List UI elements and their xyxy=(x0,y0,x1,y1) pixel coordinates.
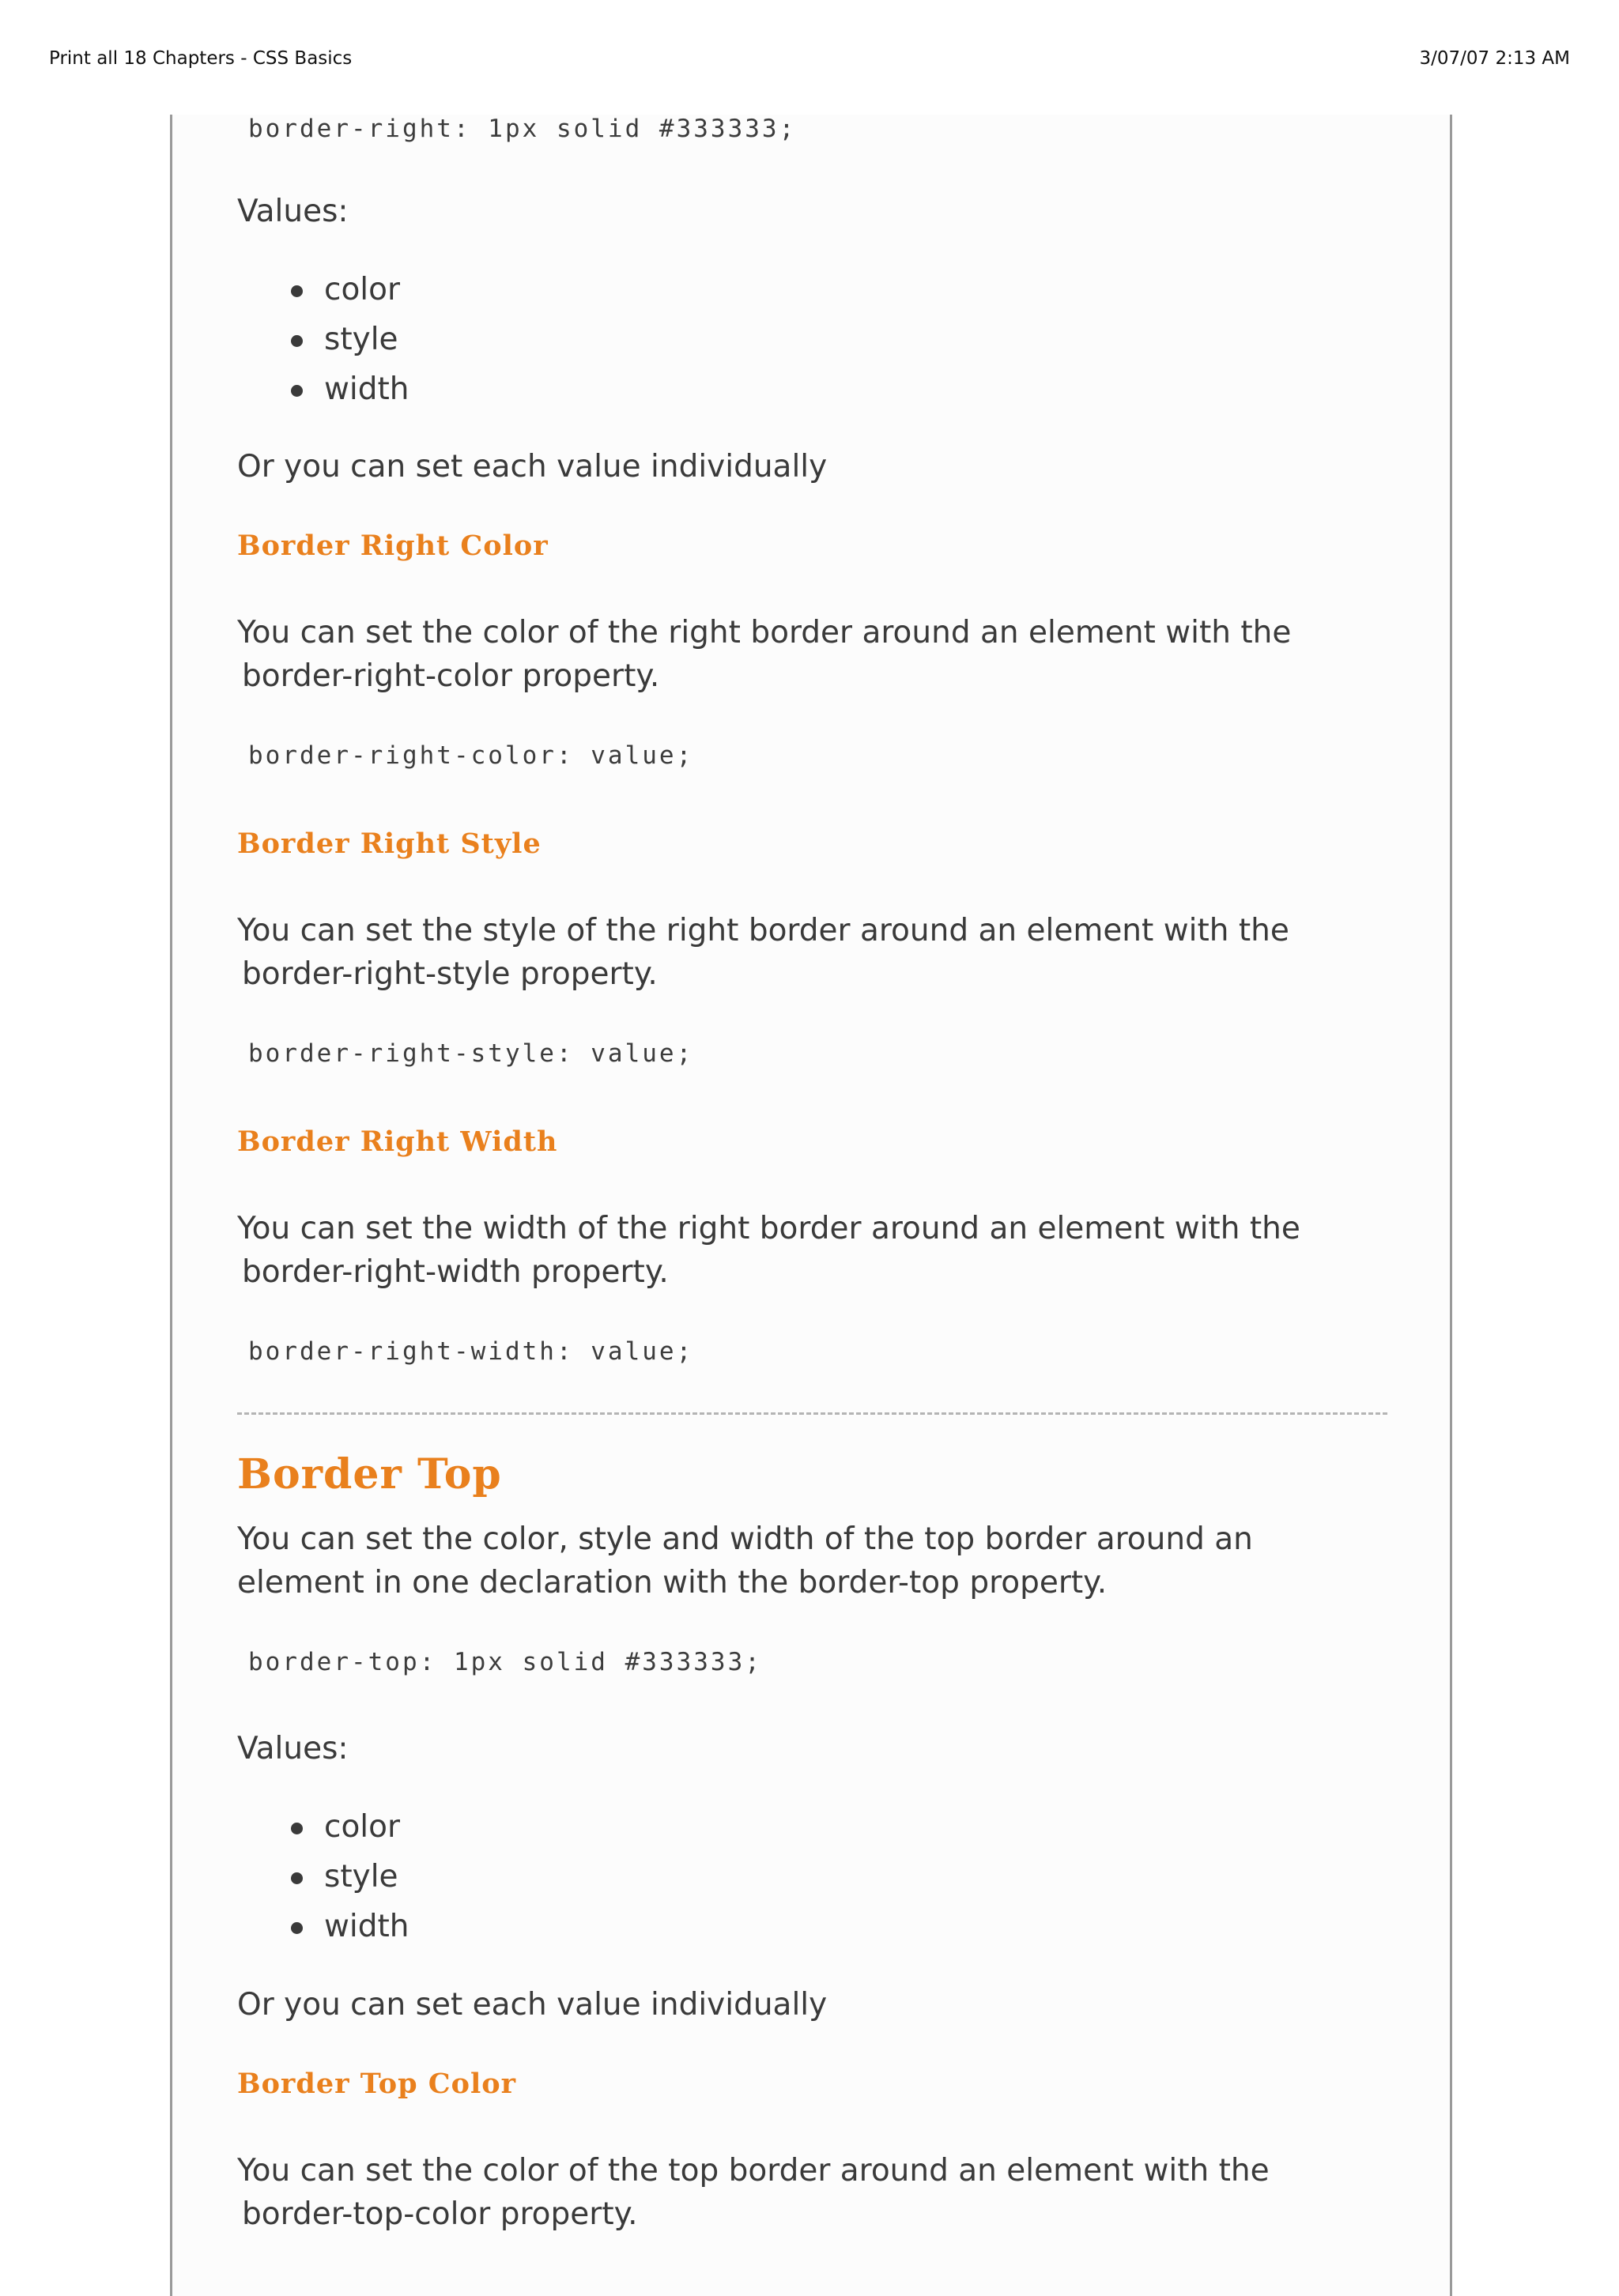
border-top-heading: Border Top xyxy=(237,1450,502,1499)
border-right-values-list xyxy=(237,265,711,414)
print-page-title: Print all 18 Chapters - CSS Basics xyxy=(49,48,353,69)
property-line xyxy=(242,654,1399,698)
list-item: color xyxy=(237,265,711,315)
border-right-style-heading: Border Right Style xyxy=(237,828,542,860)
property-name: border-right-style xyxy=(242,956,511,992)
property-suffix: property. xyxy=(522,658,660,694)
property-name: border-top xyxy=(798,1565,960,1600)
intro-text: element in one declaration with the xyxy=(237,1565,789,1600)
property-name: border-right-color xyxy=(242,658,513,694)
content-column xyxy=(170,115,1452,2296)
border-right-width-description xyxy=(237,1207,1399,1294)
individually-text: Or you can set each value individually xyxy=(237,1987,828,2023)
print-header xyxy=(0,0,1619,111)
border-right-width-code: border-right-width: value; xyxy=(248,1337,694,1366)
border-right-color-heading: Border Right Color xyxy=(237,530,549,562)
values-label: Values: xyxy=(237,194,349,229)
border-right-color-code: border-right-color: value; xyxy=(248,741,694,770)
property-line xyxy=(242,952,1399,996)
border-right-color-description xyxy=(237,611,1399,698)
border-right-shorthand-code: border-right: 1px solid #333333; xyxy=(248,115,797,143)
list-item: width xyxy=(237,1902,711,1951)
intro-line: You can set the color, style and width of the top border around an xyxy=(237,1521,1253,1557)
property-suffix: property. xyxy=(500,2196,638,2232)
border-top-values-list xyxy=(237,1802,711,1951)
list-item: style xyxy=(237,1852,711,1902)
border-right-style-code: border-right-style: value; xyxy=(248,1039,694,1068)
description-line: You can set the style of the right border around an element with the xyxy=(237,913,1289,948)
border-right-width-heading: Border Right Width xyxy=(237,1125,558,1158)
property-line xyxy=(242,2192,1399,2236)
border-top-intro xyxy=(237,1517,1399,1604)
intro-line xyxy=(237,1561,1399,1604)
description-line: You can set the color of the right border around an element with the xyxy=(237,615,1292,650)
property-line xyxy=(242,1250,1399,1294)
border-top-shorthand-code: border-top: 1px solid #333333; xyxy=(248,1648,762,1676)
property-name: border-top-color xyxy=(242,2196,491,2232)
print-timestamp: 3/07/07 2:13 AM xyxy=(1419,48,1570,69)
list-item: color xyxy=(237,1802,711,1852)
border-right-style-description xyxy=(237,909,1399,996)
list-item: width xyxy=(237,364,711,414)
section-divider xyxy=(237,1412,1387,1415)
property-suffix: property. xyxy=(530,1254,669,1290)
border-top-color-description xyxy=(237,2149,1399,2236)
description-line: You can set the width of the right border around an element with the xyxy=(237,1211,1300,1246)
individually-text: Or you can set each value individually xyxy=(237,449,828,484)
list-item: style xyxy=(237,315,711,364)
values-label: Values: xyxy=(237,1731,349,1766)
property-suffix: property. xyxy=(519,956,658,992)
border-top-color-heading: Border Top Color xyxy=(237,2068,517,2100)
description-line: You can set the color of the top border around an element with the xyxy=(237,2153,1270,2189)
property-suffix: property. xyxy=(969,1565,1108,1600)
property-name: border-right-width xyxy=(242,1254,522,1290)
